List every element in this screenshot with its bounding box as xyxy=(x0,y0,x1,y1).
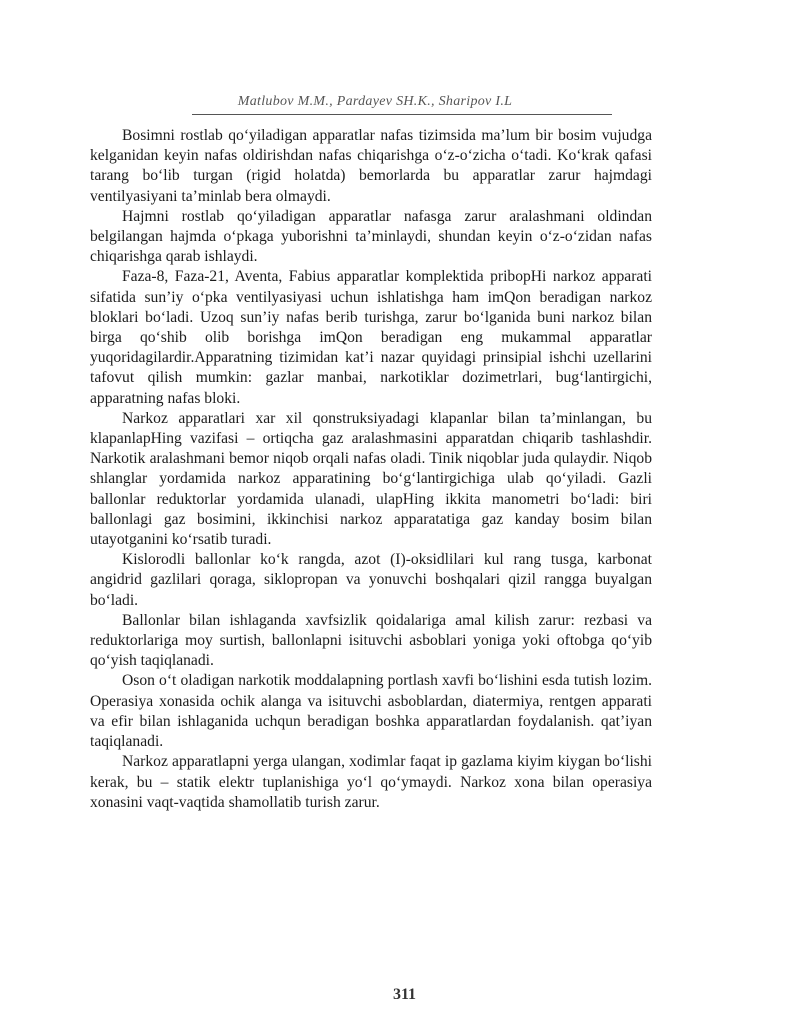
paragraph: Ballonlar bilan ishlaganda xavfsizlik qoidalariga amal kilish zarur: rezbasi va reduktorlariga moy surtish, ballonlapni isituvchi asboblari yoniga yoki oftobga qo‘yib qo‘yish taqiqlanadi. xyxy=(90,611,652,670)
paragraph: Narkoz apparatlari xar xil qonstruksiyadagi klapanlar bilan ta’minlangan, bu klapanlapHing vazifasi – ortiqcha gaz aralashmasini apparatdan chiqarib tashlashdir. Narkotik aralashmani bemor niqob orqali nafas oladi. Tinik niqoblar juda qulaydir. Niqob shlanglar yordamida narkoz apparatining bo‘g‘lantirgichiga ulab qo‘yiladi. Gazli ballonlar reduktorlar yordamida ulanadi, ulapHing ikkita manometri bo‘ladi: biri ballonlagi gaz bosimini, ikkinchisi narkoz apparatatiga gaz kanday bosim bilan utayotganini ko‘rsatib turadi. xyxy=(90,409,652,549)
paragraph: Oson o‘t oladigan narkotik moddalapning portlash xavfi bo‘lishini esda tutish lozim. Operasiya xonasida ochik alanga va isituvchi asboblardan, diatermiya, rentgen apparati va efir bilan ishlaganida uchqun beradigan boshka apparatlardan foydalanish. qat’iyan taqiqlanadi. xyxy=(90,672,652,751)
header-rule xyxy=(192,114,612,115)
paragraph: Hajmni rostlab qo‘yiladigan apparatlar nafasga zarur aralashmani oldindan belgilangan hajmda o‘pkaga yuborishni ta’minlaydi, shundan keyin o‘z-o‘zidan nafas chiqarishga qarab ishlaydi. xyxy=(90,207,652,266)
paragraph: Faza-8, Faza-21, Aventa, Fabius apparatlar komplektida pribopHi narkoz apparati sifatida sun’iy o‘pka ventilyasiyasi uchun ishlatishga ham imQon beradigan narkoz bloklari bo‘ladi. Uzoq sun’iy nafas berib turishga, zarur bo‘lganida buni narkoz bilan birga qo‘shib olib borishga imQon beradigan eng mukammal apparatlar yuqoridagilardir.Apparatning tizimidan kat’i nazar quyidagi prinsipial ishchi uzellarini tafovut qilish mumkin: gazlar manbai, narkotiklar dozimetrlari, bug‘lantirgichi, apparatning nafas bloki. xyxy=(90,268,652,407)
page-number: 311 xyxy=(392,986,417,1003)
body-text xyxy=(90,126,652,813)
paragraph: Bosimni rostlab qo‘yiladigan apparatlar nafas tizimsida ma’lum bir bosim vujudga kelganidan keyin nafas oldirishdan nafas chiqarishga o‘z-o‘zicha o‘tadi. Ko‘krak qafasi tarang bo‘lib turgan (rigid holatda) bemorlarda bu apparatlar zarur hajmdagi ventilyasiyani ta’minlab bera olmaydi. xyxy=(90,127,652,205)
paragraph: Narkoz apparatlapni yerga ulangan, xodimlar faqat ip gazlama kiyim kiygan bo‘lishi kerak, bu – statik elektr tuplanishiga yo‘l qo‘ymaydi. Narkoz xona bilan operasiya xonasini vaqt-vaqtida shamollatib turish zarur. xyxy=(90,753,652,811)
running-header: Matlubov M.M., Pardayev SH.K., Sharipov I.L xyxy=(237,94,513,109)
paragraph: Kislorodli ballonlar ko‘k rangda, azot (I)-oksidlilari kul rang tusga, karbonat angidrid gazlilari qoraga, siklopropan va yonuvchi boshqalari qizil rangga buyalgan bo‘ladi. xyxy=(90,551,652,609)
